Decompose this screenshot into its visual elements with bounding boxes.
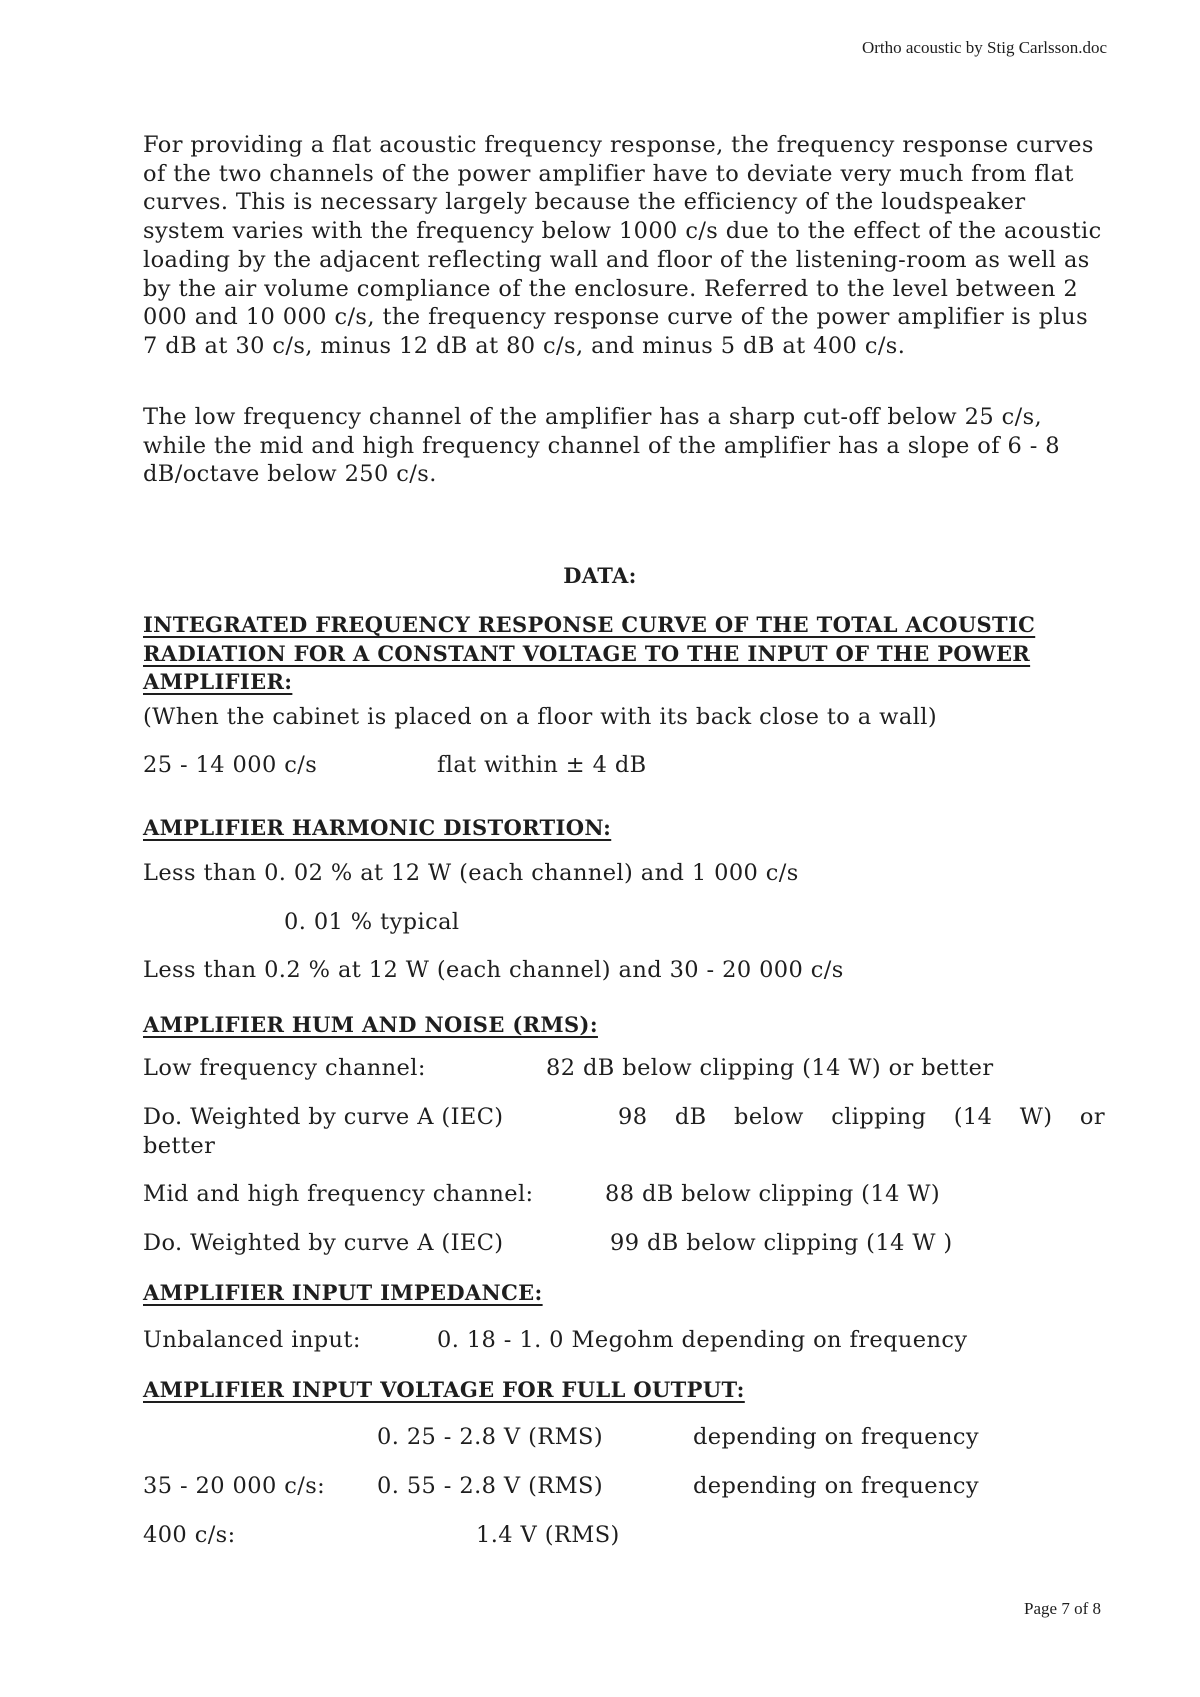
channel-paragraph: The low frequency channel of the amplifier has a sharp cut-off below 25 c/s, while the mid and high frequency channel of the amplifier has a slope of 6 - 8 dB/octave below 250 c/s.	[143, 404, 1061, 488]
impedance-heading: AMPLIFIER INPUT IMPEDANCE:	[143, 1280, 543, 1305]
input-voltage-row-2-label: 35 - 20 000 c/s:	[143, 1473, 326, 1499]
input-voltage-row-2-value: 0. 55 - 2.8 V (RMS)	[377, 1473, 604, 1499]
impedance-label: Unbalanced input:	[143, 1327, 361, 1353]
page-number: Page 7 of 8	[1024, 1599, 1101, 1618]
hum-noise-heading: AMPLIFIER HUM AND NOISE (RMS):	[143, 1012, 598, 1037]
distortion-line-2: Less than 0.2 % at 12 W (each channel) and 30 - 20 000 c/s	[143, 957, 844, 983]
impedance-value: 0. 18 - 1. 0 Megohm depending on frequency	[437, 1327, 968, 1353]
weighted-1-word: W)	[1019, 1104, 1053, 1130]
weighted-1-word: (14	[953, 1104, 993, 1130]
weighted-1-word: clipping	[831, 1104, 927, 1130]
low-freq-value: 82 dB below clipping (14 W) or better	[546, 1055, 994, 1081]
input-voltage-heading: AMPLIFIER INPUT VOLTAGE FOR FULL OUTPUT:	[143, 1377, 745, 1402]
weighted-1-word: or	[1079, 1104, 1105, 1130]
distortion-heading: AMPLIFIER HARMONIC DISTORTION:	[143, 815, 612, 840]
input-voltage-row-1-note: depending on frequency	[693, 1424, 979, 1450]
distortion-line-1: Less than 0. 02 % at 12 W (each channel) and 1 000 c/s	[143, 860, 799, 886]
input-voltage-row-2-note: depending on frequency	[693, 1473, 979, 1499]
freq-response-note: (When the cabinet is placed on a floor with its back close to a wall)	[143, 704, 938, 730]
weighted-1-label: Do. Weighted by curve A (IEC)	[143, 1104, 504, 1130]
weighted-1-word: dB	[674, 1104, 707, 1130]
input-voltage-row-3-label: 400 c/s:	[143, 1522, 236, 1548]
freq-tolerance: flat within ± 4 dB	[437, 752, 647, 778]
weighted-1-value	[618, 1104, 1105, 1130]
weighted-2-value: 99 dB below clipping (14 W )	[610, 1230, 953, 1256]
distortion-typical: 0. 01 % typical	[284, 909, 460, 935]
mid-freq-label: Mid and high frequency channel:	[143, 1181, 534, 1207]
weighted-1-continuation: better	[143, 1133, 216, 1159]
data-title: DATA:	[563, 563, 637, 588]
freq-range: 25 - 14 000 c/s	[143, 752, 318, 778]
weighted-1-word: 98	[618, 1104, 648, 1130]
freq-response-heading: INTEGRATED FREQUENCY RESPONSE CURVE OF THE TOTAL ACOUSTIC RADIATION FOR A CONSTANT VOLTAGE TO THE INPUT OF THE POWER AMPLIFIER:	[143, 612, 1036, 694]
input-voltage-row-3-value: 1.4 V (RMS)	[476, 1522, 620, 1548]
mid-freq-value: 88 dB below clipping (14 W)	[605, 1181, 941, 1207]
intro-paragraph: For providing a flat acoustic frequency response, the frequency response curves of the two channels of the power amplifier have to deviate very much from flat curves. This is necessary largely because the efficiency of the loudspeaker system varies with the frequency below 1000 c/s due to the effect of the acoustic loading by the adjacent reflecting wall and floor of the listening-room as well as by the air volume compliance of the enclosure. Referred to the level between 2 000 and 10 000 c/s, the frequency response curve of the power amplifier is plus 7 dB at 30 c/s, minus 12 dB at 80 c/s, and minus 5 dB at 400 c/s.	[143, 132, 1102, 359]
input-voltage-row-1-value: 0. 25 - 2.8 V (RMS)	[377, 1424, 604, 1450]
low-freq-label: Low frequency channel:	[143, 1055, 426, 1081]
weighted-1-word: below	[734, 1104, 804, 1130]
page-header-filename: Ortho acoustic by Stig Carlsson.doc	[861, 38, 1107, 57]
weighted-2-label: Do. Weighted by curve A (IEC)	[143, 1230, 504, 1256]
